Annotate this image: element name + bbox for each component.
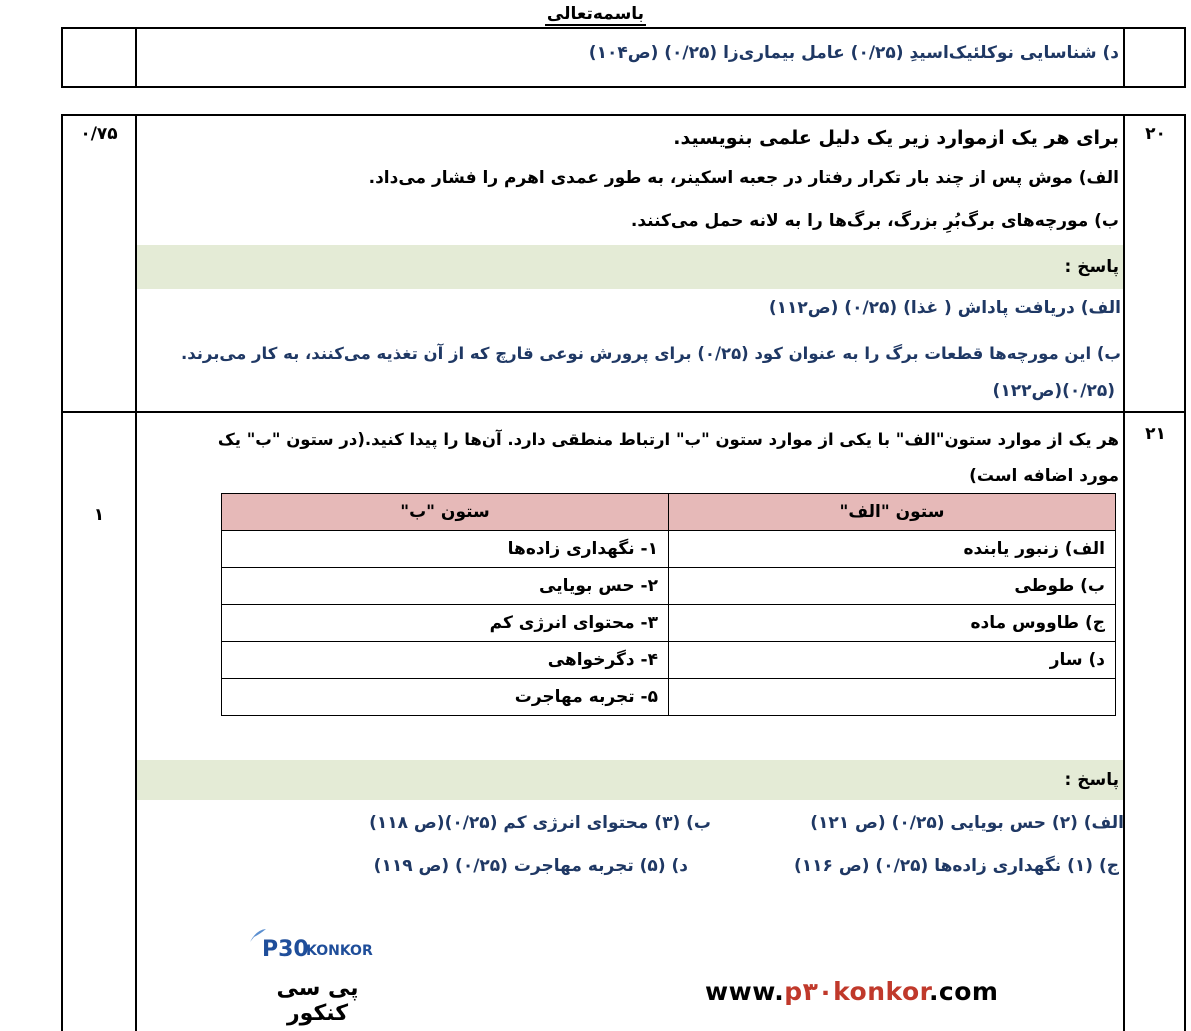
table-row xyxy=(222,605,1116,642)
q21-answer-label: پاسخ : xyxy=(1064,770,1119,790)
table-row xyxy=(222,679,1116,716)
p30konkor-logo xyxy=(248,928,383,968)
q21-prompt-line1: هر یک از موارد ستون"الف" با یکی از موارد ستون "ب" ارتباط منطقی دارد. آن‌ها را پیدا کنید.(در ستون "ب" یک xyxy=(217,430,1119,449)
q21-answer-c: ج) (۱) نگهداری زاده‌ها (۰/۲۵) (ص ۱۱۶) xyxy=(794,856,1119,876)
matching-table xyxy=(221,493,1116,716)
column-be-cell: ۳- محتوای انرژی کم xyxy=(222,605,669,642)
question-score-20: ۰/۷۵ xyxy=(80,124,118,144)
number-column-divider xyxy=(1123,114,1125,1031)
logo-farsi-name: پی سی کنکور xyxy=(276,976,359,1026)
q21-answer-d: د) (۵) تجربه مهاجرت (۰/۲۵) (ص ۱۱۹) xyxy=(373,856,688,876)
q20-answer-band xyxy=(137,245,1123,289)
matching-table-header xyxy=(222,494,1116,531)
logo-latin-p30: P30 xyxy=(262,937,309,962)
prev-row-divider-left xyxy=(135,27,137,88)
column-alef-cell xyxy=(669,679,1116,716)
page-header xyxy=(0,4,1191,24)
table-row xyxy=(222,568,1116,605)
column-be-cell: ۲- حس بویایی xyxy=(222,568,669,605)
question-number-20: ۲۰ xyxy=(1145,124,1166,144)
website-url[interactable] xyxy=(705,977,998,1006)
column-be-cell: ۱- نگهداری زاده‌ها xyxy=(222,531,669,568)
column-be-cell: ۵- تجربه مهاجرت xyxy=(222,679,669,716)
q20-prompt: برای هر یک ازموارد زیر یک دلیل علمی بنویسید. xyxy=(673,127,1119,149)
q20-answer-a: الف) دریافت پاداش ( غذا) (۰/۲۵) (ص۱۱۲) xyxy=(768,298,1121,318)
question-score-21: ۱ xyxy=(93,505,105,525)
table-row xyxy=(222,642,1116,679)
website-prefix: www. xyxy=(705,977,785,1006)
q20-answer-b-line1: ب) این مورچه‌ها قطعات برگ را به عنوان کود (۰/۲۵) برای پرورش نوعی قارچ که از آن تغذیه می‌کنند، به کار می‌برند. xyxy=(180,344,1121,363)
column-alef-cell: ج) طاووس ماده xyxy=(669,605,1116,642)
column-be-header: ستون "ب" xyxy=(222,494,669,531)
column-alef-header: ستون "الف" xyxy=(669,494,1116,531)
column-alef-cell: د) سار xyxy=(669,642,1116,679)
q21-answer-b: ب) (۳) محتوای انرژی کم (۰/۲۵)(ص ۱۱۸) xyxy=(369,813,711,833)
q20-item-b: ب) مورچه‌های برگ‌بُرِ بزرگ، برگ‌ها را به لانه حمل می‌کنند. xyxy=(630,211,1119,231)
prev-row-divider-right xyxy=(1123,27,1125,88)
column-alef-cell: ب) طوطی xyxy=(669,568,1116,605)
q21-answer-band xyxy=(137,760,1123,800)
table-row xyxy=(222,531,1116,568)
prev-row-answer: د) شناسایی نوکلئیک‌اسیدِ (۰/۲۵) عامل بیماری‌زا (۰/۲۵) (ص۱۰۴) xyxy=(588,43,1119,63)
website-brand: p۳۰konkor xyxy=(784,977,929,1006)
q21-prompt-line2: مورد اضافه است) xyxy=(969,466,1119,486)
q20-item-a: الف) موش پس از چند بار تکرار رفتار در جعبه اسکینر، به طور عمدی اهرم را فشار می‌داد. xyxy=(368,168,1119,188)
header-title: باسمه‌تعالی xyxy=(546,4,645,24)
question-number-21: ۲۱ xyxy=(1145,424,1166,444)
column-be-cell: ۴- دگرخواهی xyxy=(222,642,669,679)
q20-answer-b-line2: (۰/۲۵)(ص۱۲۲) xyxy=(992,381,1115,401)
logo-latin-konkor: KONKOR xyxy=(306,943,373,959)
website-suffix: .com xyxy=(928,977,999,1006)
column-alef-cell: الف) زنبور یابنده xyxy=(669,531,1116,568)
q21-answer-a: الف) (۲) حس بویایی (۰/۲۵) (ص ۱۲۱) xyxy=(810,813,1124,833)
q20-answer-label: پاسخ : xyxy=(1064,257,1119,277)
row-divider-q20-q21 xyxy=(61,411,1186,413)
